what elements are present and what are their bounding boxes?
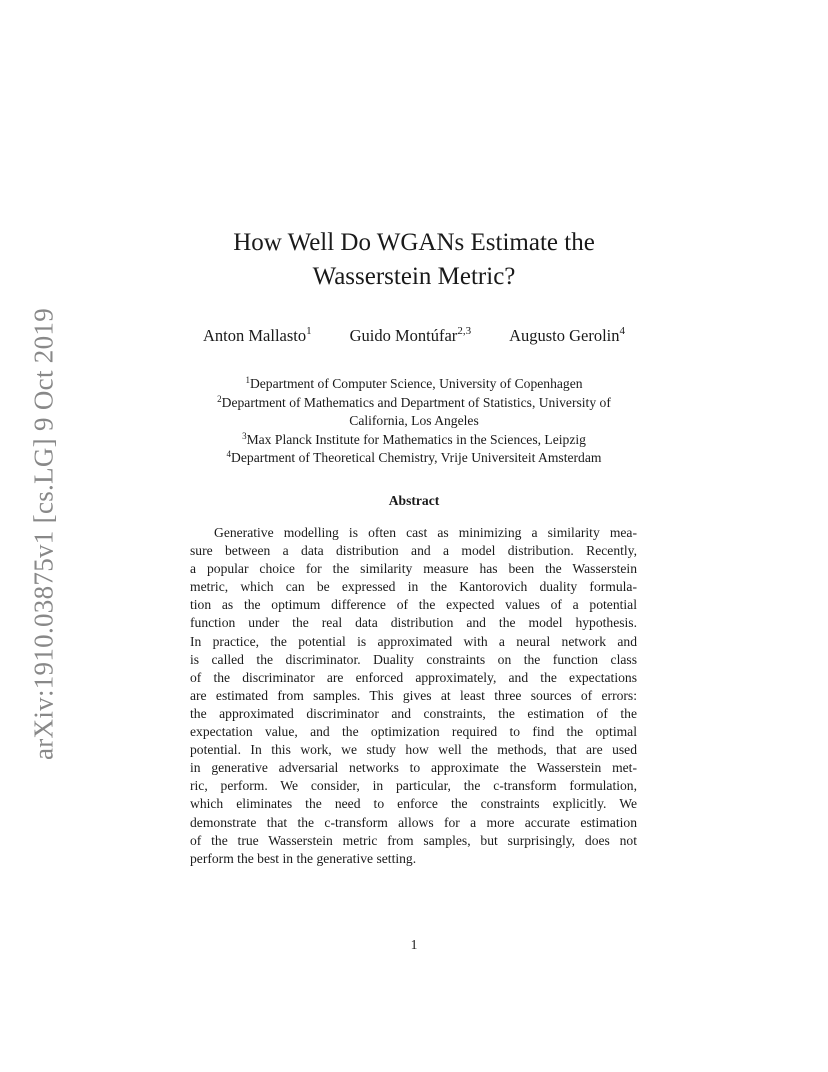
page-number: 1 [410, 937, 418, 952]
author-list [120, 326, 708, 346]
author-affil-mark: 1 [306, 325, 312, 337]
author-name: Guido Montúfar [349, 326, 458, 345]
abstract-line: is called the discriminator. Duality constraints on the function class [190, 651, 637, 667]
abstract-line: metric, which can be expressed in the Kantorovich duality formula- [190, 579, 637, 595]
author-name: Anton Mallasto [202, 326, 307, 345]
abstract-line: Generative modelling is often cast as minimizing a similarity mea- [214, 525, 637, 540]
author-affil-mark: 2,3 [457, 325, 472, 337]
abstract-line: function under the real data distribution and the model hypothesis. [190, 615, 637, 631]
affiliation-mark: 4 [226, 449, 232, 460]
affiliation-mark: 2 [217, 393, 222, 404]
abstract-line: of the true Wasserstein metric from samples, but surprisingly, does not [190, 832, 637, 848]
affiliation [150, 412, 678, 431]
abstract-body [190, 524, 637, 868]
abstract-line: tion as the optimum difference of the expected values of a potential [190, 597, 637, 613]
arxiv-stamp-text: arXiv:1910.03875v1 [cs.LG] 9 Oct 2019 [28, 307, 59, 761]
affiliation-text: Max Planck Institute for Mathematics in the Sciences, Leipzig [246, 431, 586, 447]
affiliation [150, 394, 678, 413]
author-name: Augusto Gerolin [509, 326, 620, 345]
affiliation-mark: 3 [242, 430, 247, 441]
author [203, 326, 312, 346]
affiliation-text: Department of Mathematics and Department of Statistics, University of [221, 394, 611, 410]
affiliation-list [150, 375, 678, 468]
abstract-line: are estimated from samples. This gives at least three sources of errors: [190, 687, 637, 703]
affiliation [150, 375, 678, 394]
abstract-line: of the discriminator are enforced approximately, and the expectations [190, 669, 637, 685]
affiliation [150, 449, 678, 468]
author [509, 326, 625, 346]
affiliation [150, 431, 678, 450]
abstract-line: demonstrate that the c-transform allows for a more accurate estimation [190, 814, 637, 830]
abstract-line: which eliminates the need to enforce the constraints explicitly. We [190, 796, 637, 812]
abstract-line: a popular choice for the similarity measure has been the Wasserstein [190, 561, 637, 577]
paper-title [120, 226, 708, 294]
title-line-1: How Well Do WGANs Estimate the [233, 229, 595, 256]
abstract-line: in generative adversarial networks to approximate the Wasserstein met- [190, 760, 637, 776]
abstract-line: perform the best in the generative setting. [190, 850, 417, 866]
affiliation-text: California, Los Angeles [349, 413, 479, 429]
abstract-line: expectation value, and the optimization required to find the optimal [190, 724, 637, 740]
author-affil-mark: 4 [619, 325, 626, 337]
author [350, 326, 471, 346]
abstract-heading: Abstract [388, 493, 440, 508]
title-line-2: Wasserstein Metric? [312, 263, 516, 290]
affiliation-text: Department of Computer Science, University of Copenhagen [249, 376, 583, 391]
affiliation-text: Department of Theoretical Chemistry, Vrije Universiteit Amsterdam [231, 450, 602, 466]
abstract-line: ric, perform. We consider, in particular, the c-transform formulation, [190, 778, 637, 794]
abstract-line: the approximated discriminator and constraints, the estimation of the [190, 705, 637, 721]
abstract-line: sure between a data distribution and a model distribution. Recently, [190, 543, 637, 559]
abstract-line: potential. In this work, we study how well the methods, that are used [190, 742, 637, 758]
abstract-line: In practice, the potential is approximated with a neural network and [190, 633, 637, 649]
affiliation-mark: 1 [245, 375, 250, 385]
